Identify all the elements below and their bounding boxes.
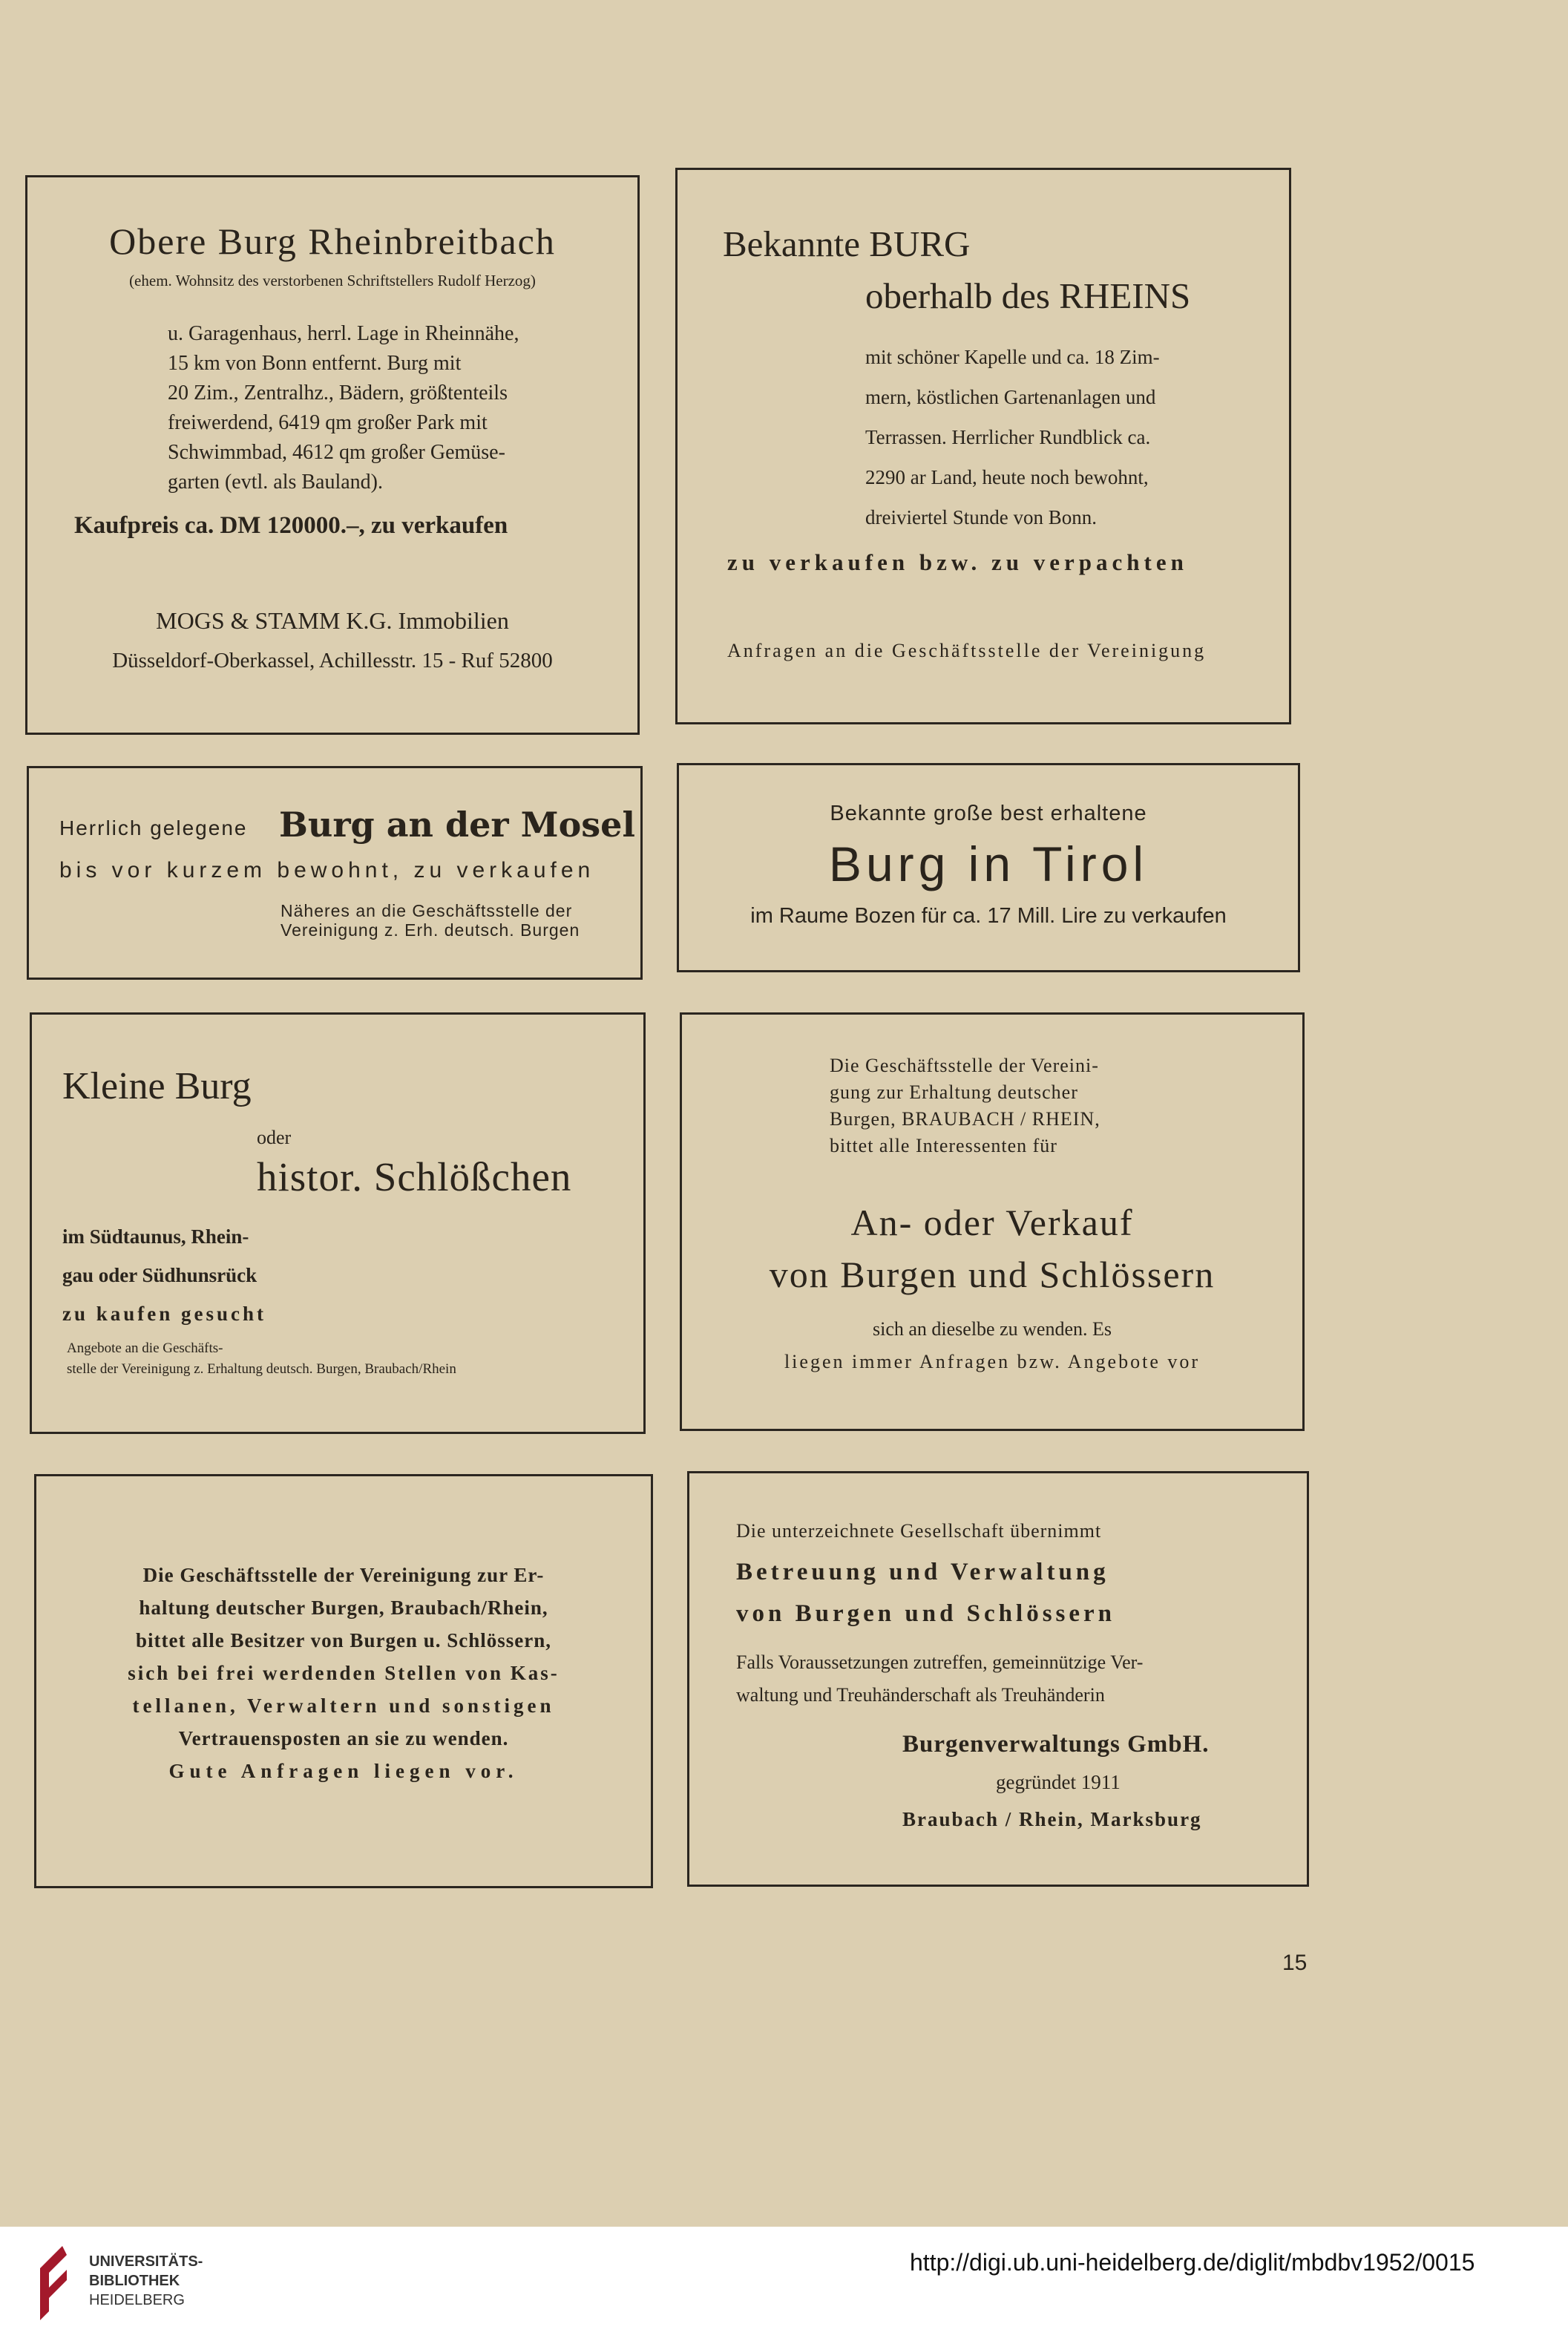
ad7-closing: Gute Anfragen liegen vor.: [168, 1760, 519, 1782]
ad7-body-line: Vertrauensposten an sie zu wenden.: [178, 1727, 509, 1749]
ad2-title-2: oberhalb des RHEINS: [865, 275, 1191, 316]
ad1-body-line: freiwerdend, 6419 qm großer Park mit: [168, 411, 488, 434]
ad2-body-line: Terrassen. Herrlicher Rundblick ca.: [865, 426, 1151, 448]
ad8-location: Braubach / Rhein, Marksburg: [902, 1808, 1202, 1830]
ad5-title-2: histor. Schlößchen: [257, 1154, 572, 1199]
ad7-body-line: bittet alle Besitzer von Burgen u. Schlössern,: [136, 1629, 551, 1651]
ad1-body-line: 20 Zim., Zentralhz., Bädern, größtenteils: [168, 382, 508, 405]
library-logo-icon: [33, 2243, 74, 2325]
ad3-lead: Herrlich gelegene: [59, 816, 248, 839]
ad2-body-line: mern, köstlichen Gartenanlagen und: [865, 386, 1156, 408]
ad5-title-1: Kleine Burg: [62, 1065, 252, 1107]
ad6-body-line: bittet alle Interessenten für: [830, 1135, 1057, 1156]
ad4-lead: Bekannte große best erhaltene: [830, 802, 1147, 825]
ad1-body-line: Schwimmbad, 4612 qm großer Gemüse-: [168, 441, 505, 464]
ad8-title-1: Betreuung und Verwaltung: [736, 1559, 1109, 1585]
ad3-title: Burg an der Mosel: [279, 805, 635, 845]
ad7-body-line: tellanen, Verwaltern und sonstigen: [132, 1695, 555, 1717]
ad6-title-1: An- oder Verkauf: [850, 1202, 1134, 1243]
ad1-body: [168, 319, 583, 497]
ad2-body-line: mit schöner Kapelle und ca. 18 Zim-: [865, 346, 1160, 368]
ad6-line-2: liegen immer Anfragen bzw. Angebote vor: [784, 1351, 1201, 1372]
ad8-body: [736, 1646, 1143, 1712]
ad2-body-line: dreiviertel Stunde von Bonn.: [865, 506, 1097, 528]
ad1-body-line: garten (evtl. als Bauland).: [168, 471, 384, 494]
ad4-line: im Raume Bozen für ca. 17 Mill. Lire zu verkaufen: [750, 904, 1227, 928]
ad1-body-line: u. Garagenhaus, herrl. Lage in Rheinnähe,: [168, 322, 519, 345]
ad6-title-2: von Burgen und Schlössern: [769, 1254, 1216, 1295]
viewer-footer: [0, 2227, 1568, 2341]
ad7-body-line: haltung deutscher Burgen, Braubach/Rhein,: [139, 1597, 548, 1619]
ad6-line-1: sich an dieselbe zu wenden. Es: [872, 1318, 1112, 1340]
ad1-title: Obere Burg Rheinbreitbach: [109, 220, 556, 262]
ad7-body-line: sich bei frei werdenden Stellen von Kas-: [128, 1662, 560, 1684]
ad5-wanted: zu kaufen gesucht: [62, 1303, 267, 1325]
ad8-title-2: von Burgen und Schlössern: [736, 1600, 1116, 1627]
ad6-body-line: gung zur Erhaltung deutscher: [830, 1081, 1078, 1103]
page-number: 15: [1282, 1951, 1308, 1975]
document-url-link[interactable]: http://digi.ub.uni-heidelberg.de/diglit/mbdbv1952/0015: [910, 2249, 1475, 2276]
ad6-body-line: Die Geschäftsstelle der Vereini-: [830, 1055, 1099, 1076]
library-name-1: UNIVERSITÄTS-: [89, 2253, 203, 2270]
ad6-body: [830, 1052, 1100, 1159]
ad3-contact-1: Näheres an die Geschäftsstelle der: [281, 901, 573, 920]
ad1-price: Kaufpreis ca. DM 120000.–, zu verkaufen: [74, 512, 508, 539]
ad2-contact: Anfragen an die Geschäftsstelle der Vereinigung: [727, 640, 1207, 661]
ad3-contact-2: Vereinigung z. Erh. deutsch. Burgen: [281, 920, 580, 940]
ad2-body: [865, 337, 1251, 537]
ad2-offer: zu verkaufen bzw. zu verpachten: [727, 549, 1188, 575]
ad2-title-1: Bekannte BURG: [723, 223, 971, 264]
ad1-subtitle: (ehem. Wohnsitz des verstorbenen Schriftstellers Rudolf Herzog): [129, 272, 536, 289]
ad3-line-2: bis vor kurzem bewohnt, zu verkaufen: [59, 858, 595, 883]
ad7-body: [34, 1559, 653, 1787]
ad7-body-line: Die Geschäftsstelle der Vereinigung zur Er-: [142, 1564, 545, 1586]
ad8-founded: gegründet 1911: [996, 1771, 1121, 1793]
library-name-3: HEIDELBERG: [89, 2292, 185, 2308]
ad1-agent: MOGS & STAMM K.G. Immobilien: [156, 607, 509, 634]
ad2-body-line: 2290 ar Land, heute noch bewohnt,: [865, 466, 1149, 488]
ad8-body-line: Falls Voraussetzungen zutreffen, gemeinnützige Ver-: [736, 1651, 1144, 1673]
ad5-body-line: gau oder Südhunsrück: [62, 1264, 257, 1286]
ad5-contact-1: Angebote an die Geschäfts-: [67, 1340, 223, 1356]
ad8-company: Burgenverwaltungs GmbH.: [902, 1731, 1210, 1758]
ad6-body-line: Burgen, BRAUBACH / RHEIN,: [830, 1108, 1100, 1130]
ad5-body-line: im Südtaunus, Rhein-: [62, 1225, 249, 1248]
ad5-body: [62, 1217, 266, 1333]
ad1-body-line: 15 km von Bonn entfernt. Burg mit: [168, 352, 462, 375]
ad8-body-line: waltung und Treuhänderschaft als Treuhänderin: [736, 1684, 1105, 1706]
ad4-title: Burg in Tirol: [828, 836, 1149, 891]
ad8-lead: Die unterzeichnete Gesellschaft übernimmt: [736, 1520, 1102, 1542]
library-name-2: BIBLIOTHEK: [89, 2273, 180, 2289]
ad1-address: Düsseldorf-Oberkassel, Achillesstr. 15 - Ruf 52800: [112, 649, 553, 672]
ad5-contact-2: stelle der Vereinigung z. Erhaltung deutsch. Burgen, Braubach/Rhein: [67, 1361, 456, 1377]
ad5-or: oder: [257, 1127, 292, 1148]
